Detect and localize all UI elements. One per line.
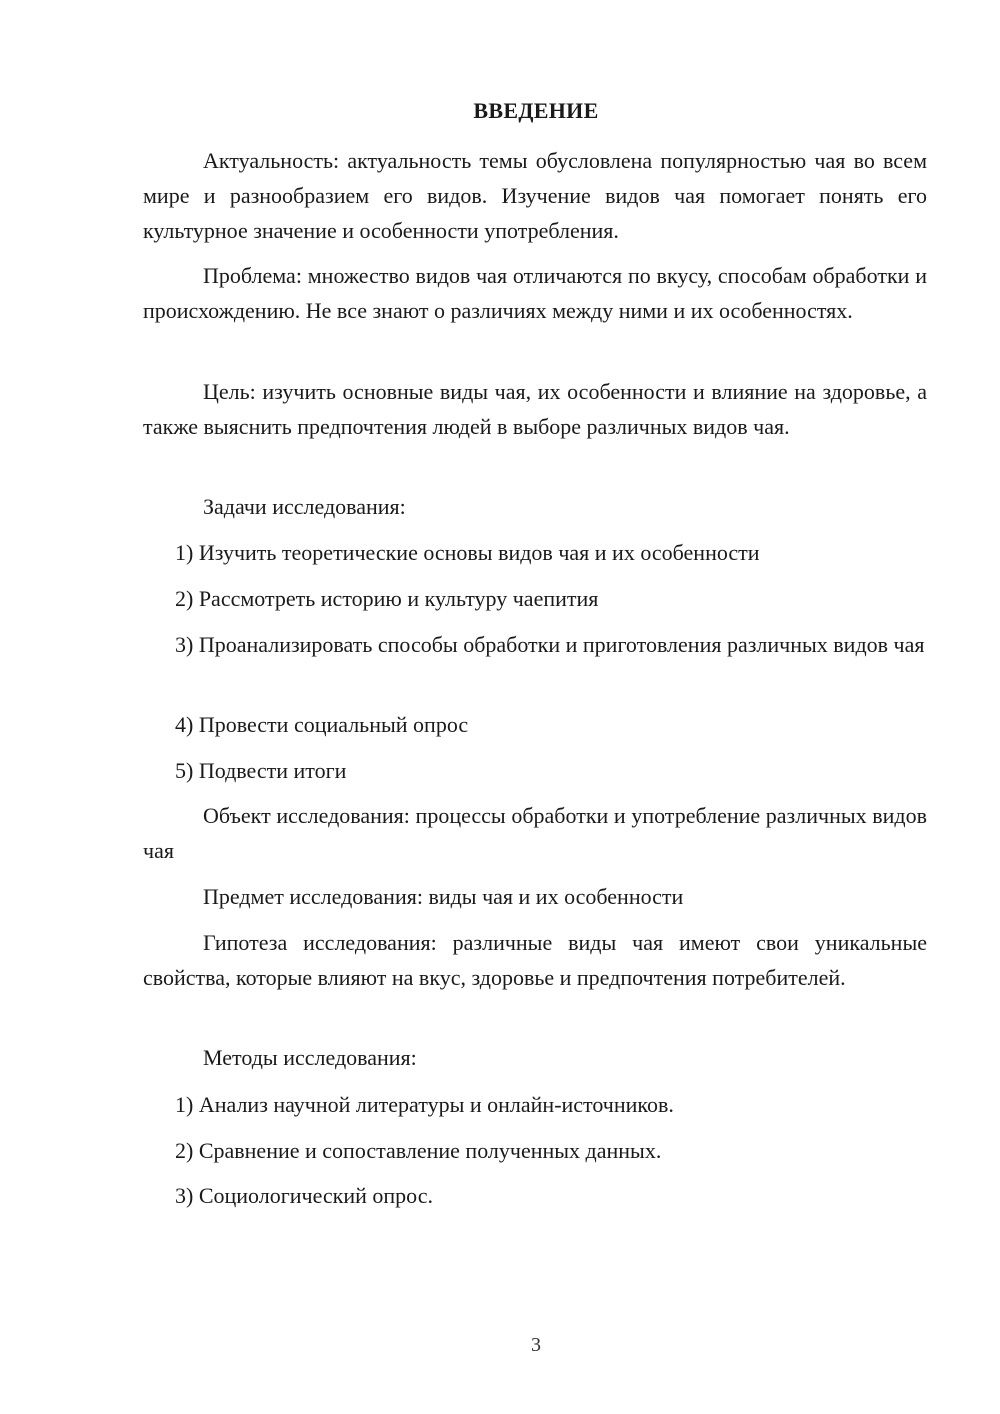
- method-item-3: 3) Социологический опрос.: [175, 1183, 433, 1208]
- hypothesis-paragraph: Гипотеза исследования: различные виды чая имеют свои уникальные свойства, которые влияют на вкус, здоровье и предпочтения потребителей.: [143, 930, 927, 990]
- object-paragraph: Объект исследования: процессы обработки и употребление различных видов чая: [143, 803, 927, 863]
- problem-paragraph: Проблема: множество видов чая отличаются по вкусу, способам обработки и происхождению. Не все знают о различиях между ними и их особенностях.: [143, 263, 927, 323]
- section-title: ВВЕДЕНИЕ: [473, 98, 599, 123]
- method-item-2: 2) Сравнение и сопоставление полученных данных.: [175, 1138, 662, 1163]
- relevance-paragraph: Актуальность: актуальность темы обусловлена популярностью чая во всем мире и разнообразием его видов. Изучение видов чая помогает понять его культурное значение и особенности употребления.: [143, 148, 927, 243]
- task-item-4: 4) Провести социальный опрос: [175, 712, 469, 737]
- subject-paragraph: Предмет исследования: виды чая и их особенности: [203, 884, 684, 909]
- tasks-heading: Задачи исследования:: [203, 494, 406, 519]
- methods-heading: Методы исследования:: [203, 1045, 417, 1070]
- goal-paragraph: Цель: изучить основные виды чая, их особенности и влияние на здоровье, а также выяснить предпочтения людей в выборе различных видов чая.: [143, 379, 927, 439]
- method-item-1: 1) Анализ научной литературы и онлайн-источников.: [175, 1092, 674, 1117]
- page-number: 3: [531, 1334, 541, 1356]
- task-item-3: 3) Проанализировать способы обработки и приготовления различных видов чая: [175, 632, 925, 657]
- task-item-2: 2) Рассмотреть историю и культуру чаепития: [175, 586, 599, 611]
- task-item-1: 1) Изучить теоретические основы видов чая и их особенности: [175, 540, 760, 565]
- task-item-5: 5) Подвести итоги: [175, 758, 347, 783]
